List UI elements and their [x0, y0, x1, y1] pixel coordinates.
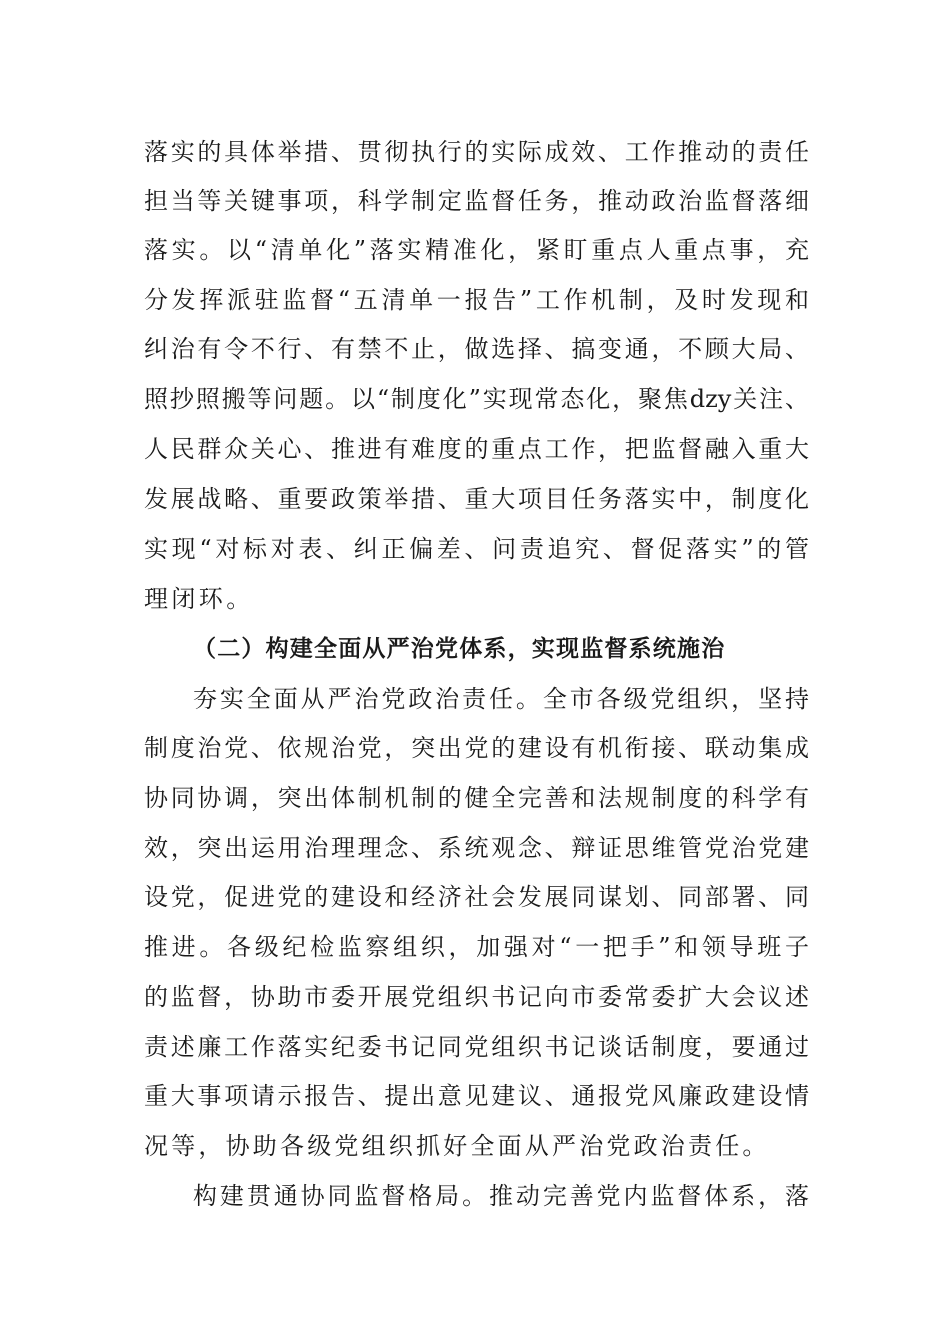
body-line-18: 责述廉工作落实纪委书记同党组织书记谈话制度，要通过: [144, 1033, 809, 1061]
body-line-1: 落实的具体举措、贯彻执行的实际成效、工作推动的责任: [144, 138, 809, 166]
body-line-10: 理闭环。: [144, 585, 254, 613]
body-line-4: 分发挥派驻监督“五清单一报告”工作机制，及时发现和: [144, 286, 809, 314]
body-line-19: 重大事项请示报告、提出意见建议、通报党风廉政建设情: [144, 1082, 809, 1110]
section-heading: （二）构建全面从严治党体系，实现监督系统施治: [193, 636, 726, 662]
body-line-8: 发展战略、重要政策举措、重大项目任务落实中，制度化: [144, 485, 809, 513]
body-line-14: 效，突出运用治理理念、系统观念、辩证思维管党治党建: [144, 834, 809, 862]
paragraph-first-line: 夯实全面从严治党政治责任。全市各级党组织，坚持: [193, 685, 809, 713]
body-line-16: 推进。各级纪检监察组织，加强对“一把手”和领导班子: [144, 933, 809, 961]
body-line-3: 落实。以“清单化”落实精准化，紧盯重点人重点事，充: [144, 236, 809, 264]
body-line-6: 照抄照搬等问题。以“制度化”实现常态化，聚焦dzy关注、: [144, 385, 809, 413]
body-line-2: 担当等关键事项，科学制定监督任务，推动政治监督落细: [144, 187, 809, 215]
body-line-20: 况等，协助各级党组织抓好全面从严治党政治责任。: [144, 1132, 770, 1160]
body-line-17: 的监督，协助市委开展党组织书记向市委常委扩大会议述: [144, 983, 809, 1011]
body-line-5: 纠治有令不行、有禁不止，做选择、搞变通，不顾大局、: [144, 335, 809, 363]
paragraph-first-line-2: 构建贯通协同监督格局。推动完善党内监督体系，落: [193, 1182, 809, 1210]
body-line-7: 人民群众关心、推进有难度的重点工作，把监督融入重大: [144, 435, 809, 463]
body-line-15: 设党，促进党的建设和经济社会发展同谋划、同部署、同: [144, 883, 809, 911]
body-line-12: 制度治党、依规治党，突出党的建设有机衔接、联动集成: [144, 734, 809, 762]
body-line-13: 协同协调，突出体制机制的健全完善和法规制度的科学有: [144, 784, 809, 812]
body-line-9: 实现“对标对表、纠正偏差、问责追究、督促落实”的管: [144, 535, 809, 563]
